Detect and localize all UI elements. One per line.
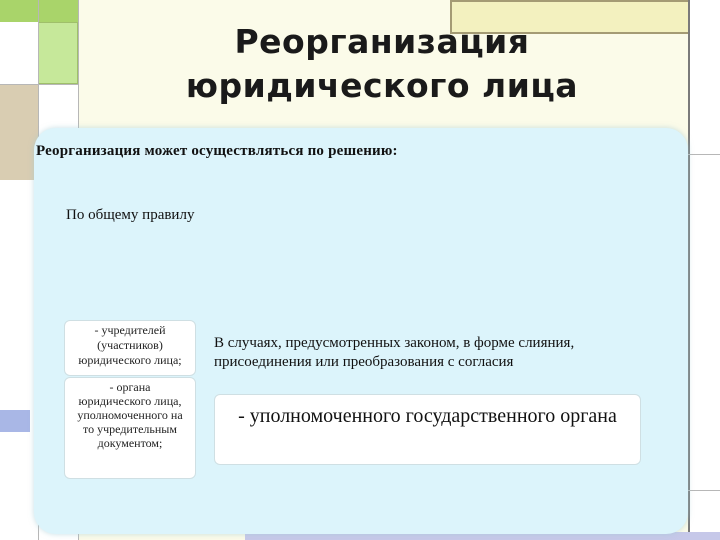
state-authority-text: - уполномоченного государственного органа	[238, 405, 617, 427]
general-rule-label: По общему правилу	[66, 207, 195, 223]
governing-body-text: - органа юридического лица, уполномоченного на то учредительным документом;	[77, 380, 183, 450]
slide-title: Реорганизация юридического лица	[185, 22, 579, 105]
state-authority-box	[214, 394, 641, 465]
governing-body-box	[64, 377, 196, 479]
decor-green-square	[0, 0, 78, 22]
special-cases-text: В случаях, предусмотренных законом, в форме слияния, присоединения или преобразования с согласия	[214, 335, 575, 370]
decor-vertical-line	[688, 0, 690, 540]
intro-text: Реорганизация может осуществляться по решению:	[36, 143, 398, 159]
decor-horizontal-line	[688, 490, 720, 491]
decor-blue-square	[0, 410, 30, 432]
decor-horizontal-line	[688, 154, 720, 155]
decor-horizontal-line	[0, 84, 78, 85]
decor-tan-square	[0, 84, 38, 180]
decor-light-green-square	[38, 22, 78, 84]
founders-text: - учредителей (участников) юридического лица;	[78, 323, 182, 367]
founders-box	[64, 320, 196, 376]
